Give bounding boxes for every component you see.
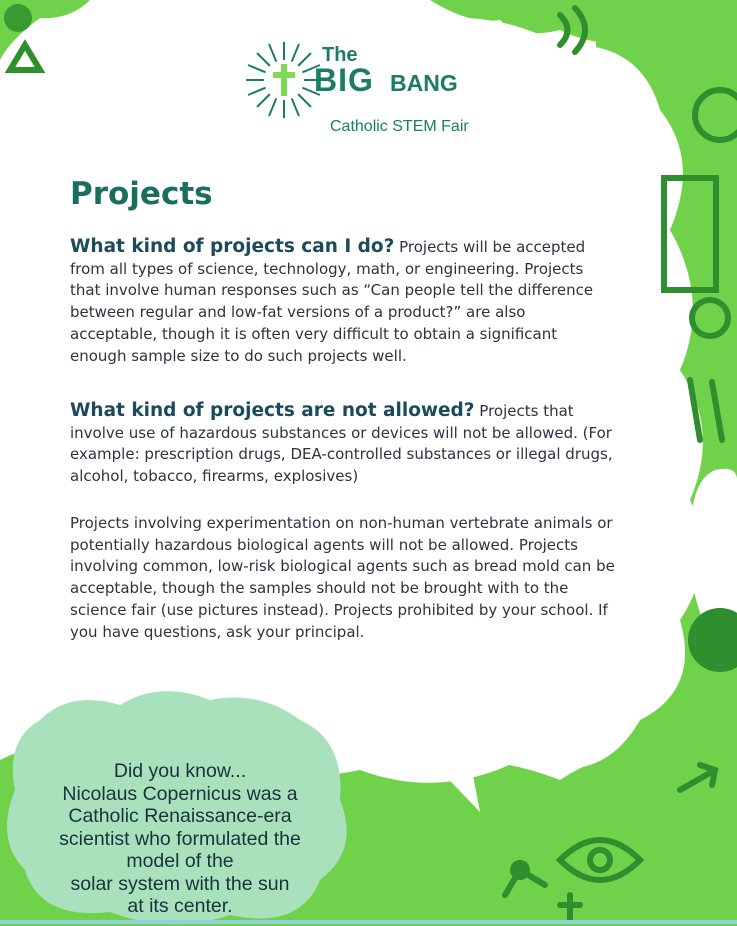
logo-subtitle: Catholic STEM Fair [330, 118, 469, 135]
logo-big: BIG [314, 62, 374, 98]
did-you-know-callout: Did you know... Nicolaus Copernicus was a Catholic Renaissance-era scientist who formulated the model of the solar system with the sun at its center. [59, 760, 301, 917]
section-body: Projects that involve use of hazardous substances or devices will not be allowed. (For example: prescription drugs, DEA-controlled substances or illegal drugs, alcohol, tobacco, firearms, explosives) [70, 402, 613, 486]
logo-bang: BANG [390, 70, 458, 96]
molecule-node-icon [513, 863, 527, 877]
section-question: What kind of projects are not allowed? [70, 400, 475, 421]
section-question: What kind of projects can I do? [70, 236, 395, 257]
planet-doodle-icon [4, 4, 32, 32]
bottom-edge-line [0, 920, 737, 924]
logo-the: The [322, 44, 358, 66]
section-body: Projects involving experimentation on non-human vertebrate animals or potentially hazardous biological agents will not be allowed. Projects involving common, low-risk biological agents such as bread mold can be acceptable, though the samples should not be brought with to the science fair (use pictures instead). Projects prohibited by your school. If you have questions, ask your principal. [70, 514, 615, 641]
logo [244, 34, 474, 144]
section-not-allowed-projects [70, 400, 615, 488]
sunburst-cross-icon [244, 40, 324, 120]
section-body: Projects will be accepted from all types of science, technology, math, or engineering. Projects that involve human responses such as “Can people tell the difference between regular and low-fat versions of a product?” are also acceptable, though it is often very difficult to obtain a significant enough sample size to do such projects well. [70, 238, 594, 365]
section-additional-restrictions [70, 513, 615, 643]
section-allowed-projects [70, 236, 615, 367]
page-title: Projects [70, 176, 213, 212]
